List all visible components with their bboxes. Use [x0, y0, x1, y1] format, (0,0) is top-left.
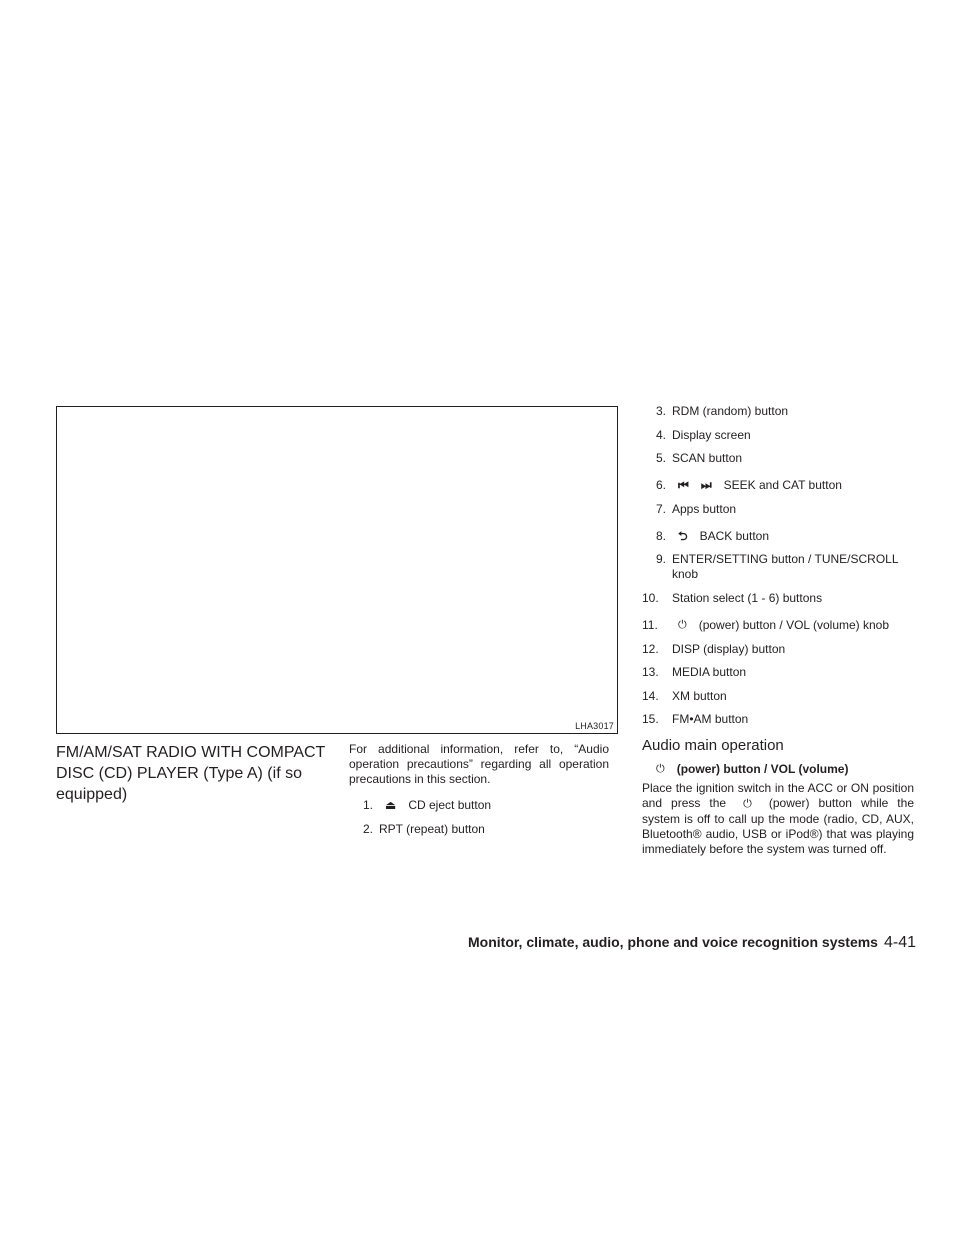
subsection-title: Audio main operation	[642, 736, 784, 754]
power-icon: ⏻	[678, 618, 687, 631]
intro-paragraph: For additional information, refer to, “Audio operation precautions” regarding all operation precautions in this section.	[349, 742, 609, 786]
page-number: 4-41	[883, 934, 916, 951]
power-paragraph	[642, 781, 914, 857]
item-number: 7.	[655, 501, 666, 516]
item-text: RDM (random) button	[672, 404, 789, 418]
figure-frame	[56, 406, 618, 734]
item-text: BACK button	[699, 528, 769, 543]
page-footer	[468, 934, 916, 952]
right-column	[642, 404, 914, 857]
item-number: 1.	[362, 798, 373, 812]
item-text: FM•AM button	[672, 712, 749, 727]
power-paragraph-start: Place the ignition switch in the ACC or ON position and press the	[642, 780, 914, 810]
item-text: XM button	[672, 688, 727, 703]
list-item	[642, 591, 914, 606]
item-number: 2.	[362, 821, 373, 836]
item-number: 6.	[655, 478, 666, 493]
list-item	[642, 529, 914, 544]
list-item	[349, 798, 609, 813]
item-text: Apps button	[672, 501, 737, 516]
item-text: CD eject button	[408, 798, 492, 812]
eject-icon: ⏏	[385, 798, 397, 812]
list-item	[642, 552, 914, 582]
item-number: 5.	[655, 451, 666, 466]
middle-column	[349, 742, 609, 845]
item-text: MEDIA button	[672, 665, 747, 680]
item-text: Display screen	[672, 427, 751, 442]
list-item	[642, 451, 914, 466]
item-number: 15.	[642, 712, 659, 727]
item-text: RPT (repeat) button	[379, 821, 485, 836]
item-number: 9.	[655, 552, 666, 567]
item-text: (power) button / VOL (volume) knob	[698, 617, 890, 632]
skip-back-icon: ⏮	[678, 478, 689, 493]
list-item	[349, 822, 609, 837]
item-number: 13.	[642, 665, 659, 680]
item-text: Station select (1 - 6) buttons	[672, 590, 823, 605]
section-title: FM/AM/SAT RADIO WITH COMPACT DISC (CD) PLAYER (Type A) (if so equipped)	[56, 744, 326, 803]
list-item	[642, 689, 914, 704]
list-item	[642, 618, 914, 633]
item-number: 10.	[642, 590, 659, 605]
power-heading-text: (power) button / VOL (volume)	[676, 761, 849, 776]
chapter-title: Monitor, climate, audio, phone and voice recognition systems	[468, 934, 878, 950]
list-item	[642, 404, 914, 419]
list-item	[642, 478, 914, 493]
back-arrow-icon: ⮌	[678, 528, 688, 543]
list-item	[642, 712, 914, 727]
item-text: SCAN button	[672, 451, 743, 466]
item-number: 4.	[655, 427, 666, 442]
item-number: 8.	[655, 528, 666, 543]
item-text: DISP (display) button	[672, 641, 786, 656]
item-text: ENTER/SETTING button / TUNE/SCROLL knob	[672, 552, 899, 582]
item-text: SEEK and CAT button	[723, 478, 842, 493]
power-paragraph-end: (power) button while the system is off to call up the mode (radio, CD, AUX, Bluetooth® audio, USB or iPod®) that was playing immediately before the system was turned off.	[642, 795, 914, 856]
skip-forward-icon: ⏭	[700, 478, 712, 493]
list-item	[642, 665, 914, 680]
list-item	[642, 428, 914, 443]
item-number: 12.	[642, 641, 659, 656]
power-heading	[642, 762, 914, 777]
item-number: 11.	[642, 617, 658, 632]
item-number: 3.	[655, 404, 666, 418]
list-item	[642, 642, 914, 657]
list-item	[642, 502, 914, 517]
power-icon: ⏻	[656, 762, 665, 775]
power-icon: ⏻	[743, 797, 752, 810]
item-number: 14.	[642, 688, 659, 703]
figure-id: LHA3017	[575, 721, 614, 731]
